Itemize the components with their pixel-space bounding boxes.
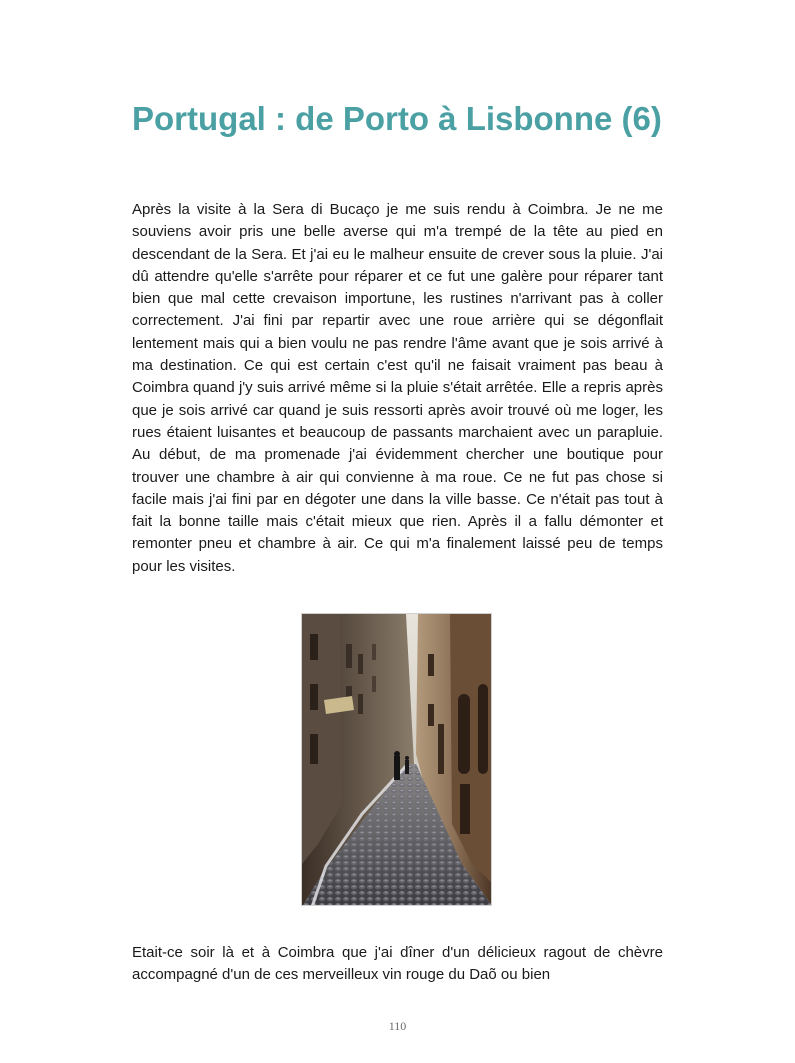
body-paragraph: Après la visite à la Sera di Bucaço je me suis rendu à Coimbra. Je ne me souviens avoir pris une belle averse qui m'a trempé de la tête au pied en descendant de la Sera. Et j'ai eu le malheur ensuite de crever sous la pluie. J'ai dû attendre qu'elle s'arrête pour réparer et ce fut une galère pour réparer tant bien que mal cette crevaison importune, les rustines n'arrivant pas à coller correctement. J'ai fini par repartir avec une roue arrière qui se dégonflait lentement mais qui a bien voulu ne pas rendre l'âme avant que je sois arrivé à ma destination. Ce qui est certain c'est qu'il ne faisait vraiment pas beau à Coimbra quand j'y suis arrivé même si la pluie s'était arrêtée. Elle a repris après que je sois arrivé car quand je suis ressorti après avoir trouvé où me loger, les rues étaient luisantes et beaucoup de passants marchaient avec un parapluie. Au début, de ma promenade j'ai évidemment chercher une boutique pour trouver une chambre à air qui convienne à ma roue. Ce ne fut pas chose si facile mais j'ai fini par en dégoter une dans la ville basse. Ce n'était pas tout à fait la bonne taille mais c'était mieux que rien. Après il a fallu démonter et remonter pneu et chambre à air. Ce qui m'a finalement laissé peu de temps pour les visites. — [132, 201, 663, 575]
page-number: 110 — [388, 1019, 407, 1033]
page-title: Portugal : de Porto à Lisbonne (6) — [132, 100, 662, 137]
body-paragraph: Etait-ce soir là et à Coimbra que j'ai dîner d'un délicieux ragout de chèvre accompagné d'un de ces merveilleux vin rouge du Daõ ou bien — [132, 944, 663, 984]
street-photo — [301, 613, 492, 906]
